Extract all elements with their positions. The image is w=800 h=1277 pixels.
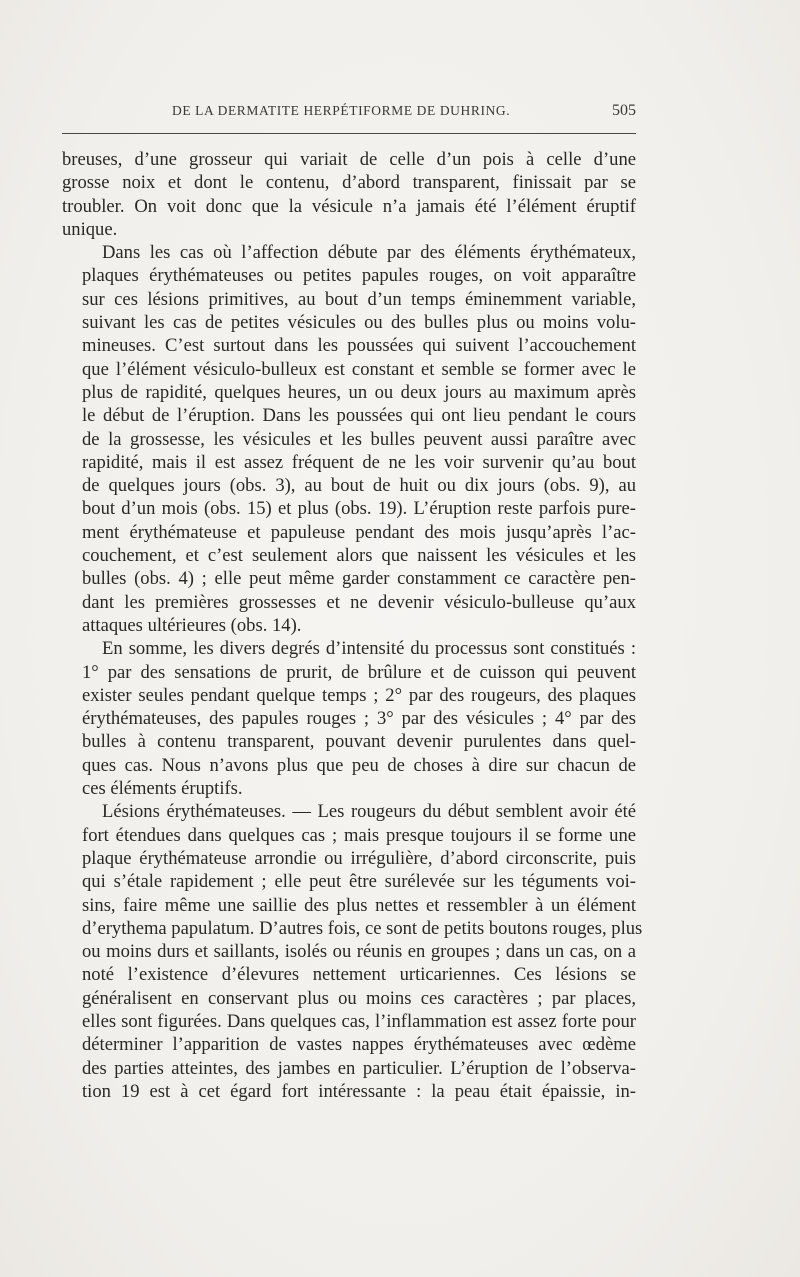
- text-line: Dans les cas où l’affection débute par des éléments érythémateux,: [102, 242, 636, 264]
- text-line: des parties atteintes, des jambes en particulier. L’éruption de l’observa-: [82, 1057, 636, 1079]
- text-line: exister seules pendant quelque temps ; 2° par des rougeurs, des plaques: [82, 684, 636, 706]
- text-line: qui s’étale rapidement ; elle peut être surélevée sur les téguments voi-: [82, 871, 636, 893]
- text-line: ment érythémateuse et papuleuse pendant des mois jusqu’après l’ac-: [82, 521, 636, 543]
- text-line: érythémateuses, des papules rouges ; 3° par des vésicules ; 4° par des: [82, 708, 636, 730]
- text-line: sins, faire même une saillie des plus nettes et ressembler à un élément: [82, 894, 636, 916]
- text-line: bout d’un mois (obs. 15) et plus (obs. 19). L’éruption reste parfois pure-: [82, 498, 636, 520]
- text-line: dant les premières grossesses et ne devenir vésiculo-bulleuse qu’aux: [82, 591, 636, 613]
- text-line: ques cas. Nous n’avons plus que peu de choses à dire sur chacun de: [82, 754, 636, 776]
- text-line: En somme, les divers degrés d’intensité du processus sont constitués :: [102, 638, 636, 660]
- text-line: le début de l’éruption. Dans les poussées qui ont lieu pendant le cours: [82, 405, 636, 427]
- text-line: attaques ultérieures (obs. 14).: [82, 614, 302, 636]
- text-line: grosse noix et dont le contenu, d’abord transparent, finissait par se: [62, 172, 636, 194]
- text-line: fort étendues dans quelques cas ; mais presque toujours il se forme une: [82, 824, 636, 846]
- text-line: unique.: [62, 218, 118, 240]
- header-rule: [62, 133, 636, 134]
- running-title: DE LA DERMATITE HERPÉTIFORME DE DUHRING.: [172, 103, 511, 118]
- text-line: ou moins durs et saillants, isolés ou réunis en groupes ; dans un cas, on a: [82, 941, 636, 963]
- paragraph: [62, 800, 643, 1103]
- text-line: bulles (obs. 4) ; elle peut même garder constamment ce caractère pen-: [82, 568, 636, 590]
- text-line: couchement, et c’est seulement alors que naissent les vésicules et les: [82, 545, 636, 567]
- text-line: que l’élément vésiculo-bulleux est constant et semble se former avec le: [82, 358, 636, 380]
- text-line: bulles à contenu transparent, pouvant devenir purulentes dans quel-: [82, 731, 636, 753]
- paragraph: [62, 148, 636, 241]
- text-line: elles sont figurées. Dans quelques cas, l’inflammation est assez forte pour: [82, 1010, 636, 1032]
- text-line: ces éléments éruptifs.: [82, 778, 243, 800]
- text-line: rapidité, mais il est assez fréquent de ne les voir survenir qu’au bout: [82, 451, 636, 473]
- text-line: plaques érythémateuses ou petites papules rouges, on voit apparaître: [82, 265, 636, 287]
- text-line: mineuses. C’est surtout dans les poussées qui suivent l’accouchement: [82, 335, 636, 357]
- text-line: de quelques jours (obs. 3), au bout de huit ou dix jours (obs. 9), au: [82, 475, 636, 497]
- text-line: suivant les cas de petites vésicules ou des bulles plus ou moins volu-: [82, 312, 636, 334]
- text-line: troubler. On voit donc que la vésicule n’a jamais été l’élément éruptif: [62, 195, 636, 217]
- paragraph: [62, 637, 636, 800]
- text-line: déterminer l’apparition de vastes nappes érythémateuses avec œdème: [82, 1034, 636, 1056]
- body-text: [62, 148, 643, 1103]
- text-line: sur ces lésions primitives, au bout d’un temps éminemment variable,: [82, 288, 636, 310]
- page-header: [62, 103, 636, 127]
- text-line: 1° par des sensations de prurit, de brûlure et de cuisson qui peuvent: [82, 661, 636, 683]
- text-line: généralisent en conservant plus ou moins ces caractères ; par places,: [82, 987, 636, 1009]
- paragraph: [62, 241, 636, 637]
- text-line: tion 19 est à cet égard fort intéressante : la peau était épaissie, in-: [82, 1080, 636, 1102]
- text-line: breuses, d’une grosseur qui variait de celle d’un pois à celle d’une: [62, 149, 636, 170]
- text-line: Lésions érythémateuses. — Les rougeurs du début semblent avoir été: [102, 801, 636, 823]
- page-number: 505: [612, 102, 636, 119]
- text-line: plaque érythémateuse arrondie ou irrégulière, d’abord circonscrite, puis: [82, 847, 636, 869]
- text-line: de la grossesse, les vésicules et les bulles peuvent aussi paraître avec: [82, 428, 636, 450]
- text-line: d’erythema papulatum. D’autres fois, ce sont de petits boutons rouges, plus: [82, 917, 643, 939]
- text-line: noté l’existence d’élevures nettement urticariennes. Ces lésions se: [82, 964, 636, 986]
- text-line: plus de rapidité, quelques heures, un ou deux jours au maximum après: [82, 381, 636, 403]
